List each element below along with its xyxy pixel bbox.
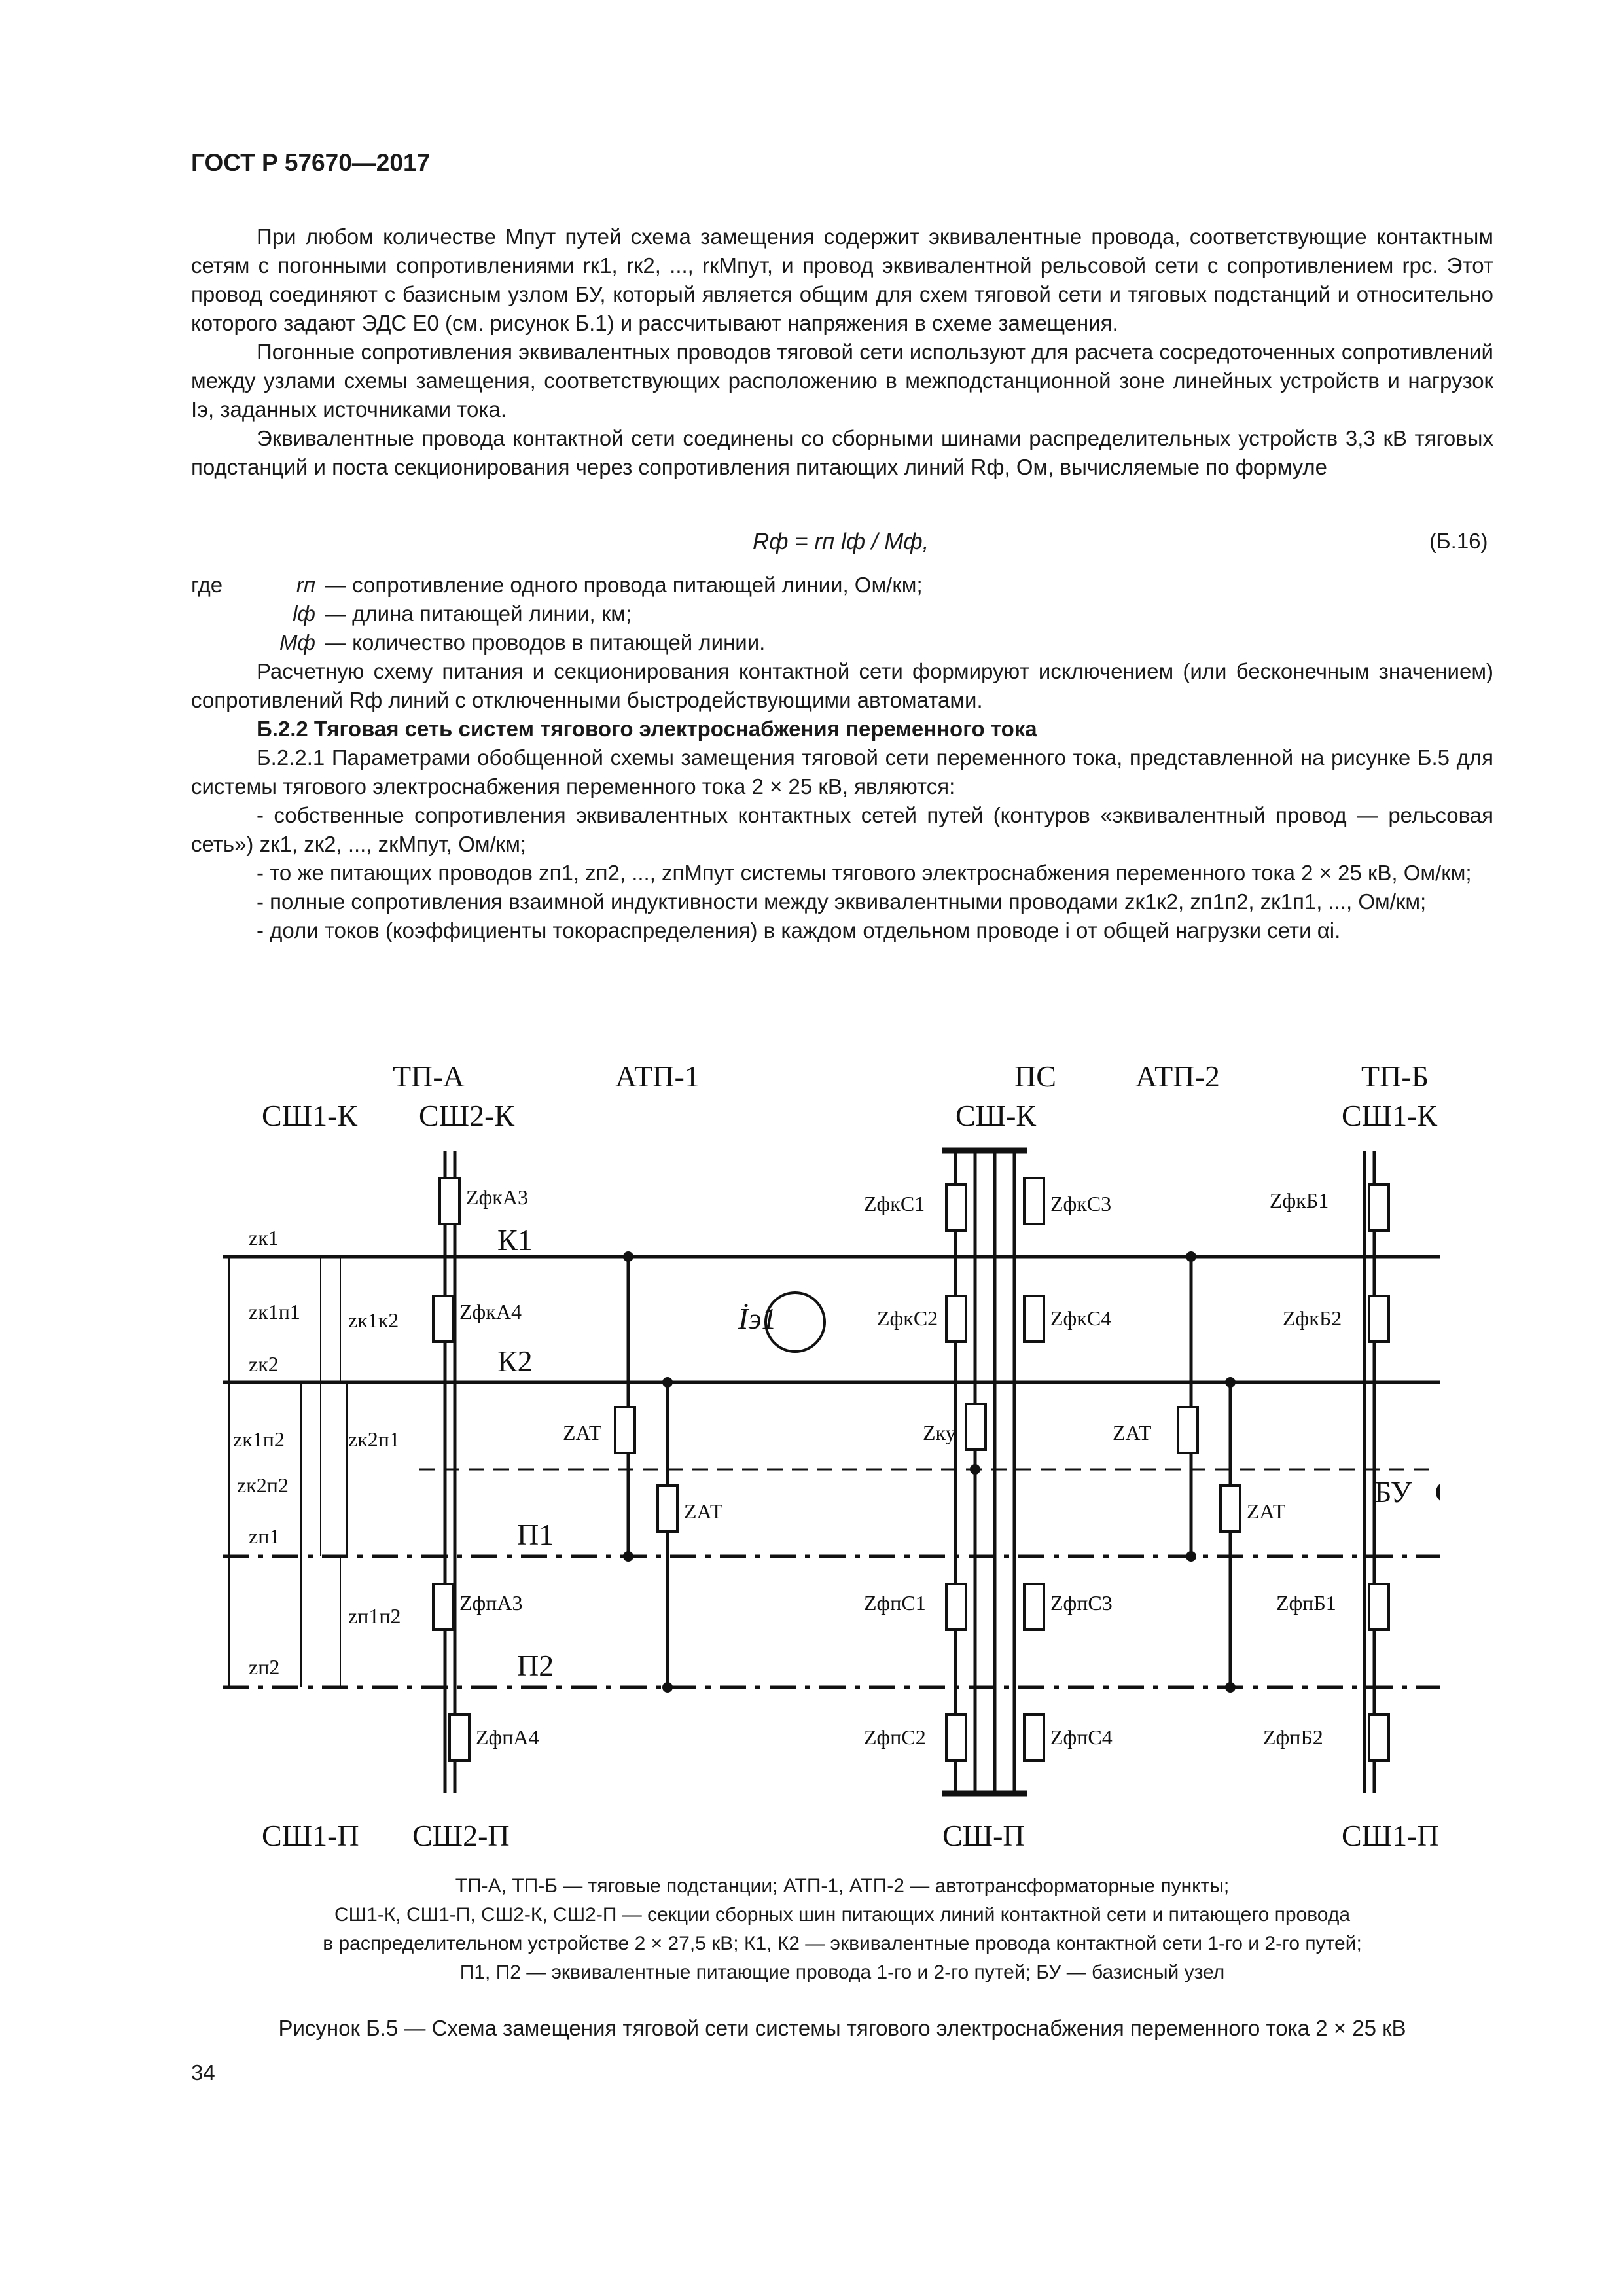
legend-line: в распределительном устройстве 2 × 27,5 кВ; К1, К2 — эквивалентные провода контактной сети 1-го и 2-го путей;	[323, 1933, 1362, 1954]
where-symbol: Mф	[279, 630, 315, 655]
resistor-label: ZАТ	[684, 1499, 723, 1523]
z-label: zк1	[249, 1226, 279, 1249]
label-tp-a: ТП-А	[393, 1060, 465, 1093]
resistor-label: ZфкС2	[877, 1306, 938, 1330]
paragraph: При любом количестве Mпут путей схема замещения содержит эквивалентные провода, соответствующие контактным сетям с погонными сопротивлениями rк1, rк2, ..., rкMпут, и провод эквивалентной рельсовой сети с сопротивлением rрс. Этот провод соединяют с базисным узлом БУ, который является общим для схем тяговой сети и тяговых подстанций и относительно которого задают ЭДС E0 (см. рисунок Б.1) и рассчитывают напряжения в схеме замещения.	[191, 224, 1493, 335]
where-symbol: lф	[293, 601, 315, 626]
label-ps: ПС	[1014, 1060, 1056, 1093]
where-label: где	[191, 573, 223, 597]
source-label: İэ1	[738, 1302, 777, 1335]
paragraph: Эквивалентные провода контактной сети соединены со сборными шинами распределительных устройств 3,3 кВ тяговых подстанций и поста секционирования через сопротивления питающих линий Rф, Ом, вычисляемые по формуле	[191, 426, 1493, 479]
label-atp-1: АТП-1	[615, 1060, 700, 1093]
label-atp-2: АТП-2	[1135, 1060, 1220, 1093]
wire-label: БУ	[1374, 1475, 1412, 1509]
legend-line: СШ1-К, СШ1-П, СШ2-К, СШ2-П — секции сборных шин питающих линий контактной сети и питающего провода	[334, 1904, 1351, 1926]
wire-label: К1	[497, 1223, 533, 1257]
figure-legend	[191, 1872, 1493, 1987]
z-label: zк1к2	[348, 1308, 399, 1332]
resistor-label: ZфкС4	[1050, 1306, 1112, 1330]
resistor-label: ZфпС1	[864, 1591, 926, 1615]
bus-label: СШ-П	[942, 1819, 1025, 1852]
list-item: - собственные сопротивления эквивалентных контактных сетей путей (контуров «эквивалентный провод — рельсовая сеть») zк1, zк2, ..., zкMпут, Ом/км;	[191, 803, 1493, 856]
resistor-label: ZфпБ2	[1263, 1725, 1323, 1749]
paragraph: Б.2.2.1 Параметрами обобщенной схемы замещения тяговой сети переменного тока, представленной на рисунке Б.5 для системы тягового электроснабжения переменного тока 2 × 25 кВ, являются:	[191, 745, 1493, 798]
resistor-label: ZфкА4	[459, 1300, 522, 1323]
resistor-label: ZфкА3	[466, 1185, 528, 1209]
resistor-label: ZАТ	[1247, 1499, 1286, 1523]
resistor-label: ZфпС3	[1050, 1591, 1113, 1615]
resistor-label: ZАТ	[1113, 1421, 1152, 1444]
z-label: zп1п2	[348, 1604, 401, 1628]
where-list	[191, 571, 923, 657]
z-label: zп2	[249, 1655, 280, 1679]
resistor-label: ZфкС3	[1050, 1192, 1112, 1215]
paragraph: Расчетную схему питания и секционирования контактной сети формируют исключением (или бесконечным значением) сопротивлений Rф линий с отключенными быстродействующими автоматами.	[191, 659, 1493, 712]
wire-label: К2	[497, 1344, 533, 1378]
text-block-1	[191, 223, 1493, 482]
z-label: zк2п1	[348, 1427, 400, 1451]
z-label: zк1п1	[249, 1300, 300, 1323]
legend-line: ТП-А, ТП-Б — тяговые подстанции; АТП-1, АТП-2 — автотрансформаторные пункты;	[455, 1875, 1230, 1897]
resistor-label: ZфпА3	[459, 1591, 523, 1615]
list-item: - полные сопротивления взаимной индуктивности между эквивалентными проводами zк1к2, zп1п2, zк1п1, ..., Ом/км;	[257, 889, 1427, 914]
document-header: ГОСТ Р 57670—2017	[191, 149, 431, 176]
list-item: - то же питающих проводов zп1, zп2, ..., zпMпут системы тягового электроснабжения переменного тока 2 × 25 кВ, Ом/км;	[257, 861, 1472, 885]
resistor-label: ZфпА4	[476, 1725, 539, 1749]
page-number: 34	[191, 2060, 215, 2085]
where-row	[191, 571, 923, 600]
bus-label: СШ1-К	[262, 1099, 358, 1132]
bus-label: СШ-К	[955, 1099, 1037, 1132]
resistor-label: ZфкБ1	[1270, 1189, 1329, 1212]
bus-label: СШ1-П	[1342, 1819, 1439, 1852]
figure-caption: Рисунок Б.5 — Схема замещения тяговой сети системы тягового электроснабжения переменного тока 2 × 25 кВ	[278, 2016, 1406, 2040]
where-row	[191, 628, 923, 657]
z-label: zп1	[249, 1524, 280, 1548]
label-tp-b: ТП-Б	[1361, 1060, 1429, 1093]
where-text: — количество проводов в питающей линии.	[325, 630, 766, 655]
bus-label: СШ2-К	[419, 1099, 515, 1132]
resistor-label: ZАТ	[563, 1421, 602, 1444]
where-symbol: rп	[296, 573, 315, 597]
z-label: zк2п2	[237, 1473, 289, 1497]
bus-label: СШ2-П	[412, 1819, 510, 1852]
where-text: — длина питающей линии, км;	[325, 601, 632, 626]
resistor-label: ZфкБ2	[1283, 1306, 1342, 1330]
text-block-2	[191, 657, 1493, 945]
bus-label: СШ1-П	[262, 1819, 359, 1852]
section-heading: Б.2.2 Тяговая сеть систем тягового электроснабжения переменного тока	[257, 717, 1037, 741]
formula-number: (Б.16)	[1429, 529, 1488, 553]
resistor-label: ZфпБ1	[1276, 1591, 1336, 1615]
paragraph: Погонные сопротивления эквивалентных проводов тяговой сети используют для расчета сосредоточенных сопротивлений между узлами схемы замещения, соответствующих расположению в межподстанционной зоне линейных устройств и нагрузок Iэ, заданных источниками тока.	[191, 340, 1493, 422]
bus-label: СШ1-К	[1342, 1099, 1438, 1132]
resistor-label: ZфпС2	[864, 1725, 926, 1749]
where-row	[191, 600, 923, 628]
z-label: zк2	[249, 1352, 279, 1376]
formula: Rф = rп lф / Mф,	[753, 529, 929, 554]
z-label: zк1п2	[233, 1427, 285, 1451]
resistor-label: ZфпС4	[1050, 1725, 1113, 1749]
resistor-label: ZфкС1	[864, 1192, 925, 1215]
legend-line: П1, П2 — эквивалентные питающие провода 1-го и 2-го путей; БУ — базисный узел	[459, 1962, 1225, 1983]
wire-label: П2	[517, 1649, 554, 1682]
circuit-diagram	[196, 1041, 1440, 1852]
where-text: — сопротивление одного провода питающей линии, Ом/км;	[325, 573, 923, 597]
wire-label: П1	[517, 1518, 554, 1551]
resistor-label: Zку	[923, 1421, 956, 1444]
list-item: - доли токов (коэффициенты токораспределения) в каждом отдельном проводе i от общей нагрузки сети αi.	[257, 918, 1341, 942]
